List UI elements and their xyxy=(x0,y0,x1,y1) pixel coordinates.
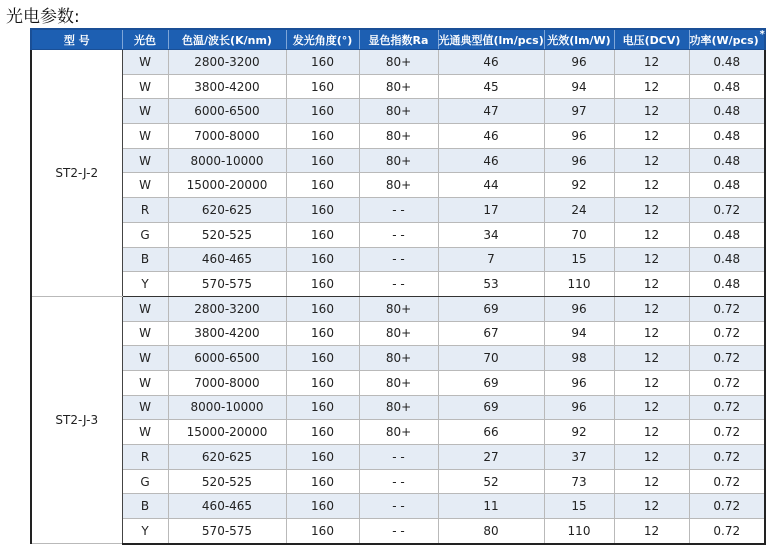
cell-efficacy: 110 xyxy=(544,272,614,297)
cell-luminous-flux: 47 xyxy=(438,99,544,124)
cell-beam-angle: 160 xyxy=(286,74,359,99)
table-row xyxy=(31,173,765,198)
table-row xyxy=(31,198,765,223)
cell-cri: - - xyxy=(359,519,438,544)
cell-light-color: B xyxy=(122,247,168,272)
cell-power: 0.72 xyxy=(689,346,765,371)
cell-voltage: 12 xyxy=(614,272,689,297)
cell-voltage: 12 xyxy=(614,50,689,75)
cell-color-temp: 6000-6500 xyxy=(168,346,286,371)
cell-luminous-flux: 52 xyxy=(438,469,544,494)
cell-color-temp: 2800-3200 xyxy=(168,296,286,321)
spec-table xyxy=(30,28,766,545)
cell-color-temp: 460-465 xyxy=(168,247,286,272)
header-luminous-flux: 光通典型值(lm/pcs) xyxy=(438,29,544,50)
cell-power: 0.48 xyxy=(689,50,765,75)
cell-cri: - - xyxy=(359,272,438,297)
cell-efficacy: 98 xyxy=(544,346,614,371)
cell-cri: - - xyxy=(359,222,438,247)
cell-beam-angle: 160 xyxy=(286,296,359,321)
cell-color-temp: 2800-3200 xyxy=(168,50,286,75)
table-row xyxy=(31,321,765,346)
cell-beam-angle: 160 xyxy=(286,494,359,519)
cell-cri: - - xyxy=(359,445,438,470)
cell-color-temp: 520-525 xyxy=(168,222,286,247)
table-row xyxy=(31,469,765,494)
cell-cri: - - xyxy=(359,247,438,272)
cell-light-color: W xyxy=(122,99,168,124)
cell-color-temp: 7000-8000 xyxy=(168,124,286,149)
cell-efficacy: 92 xyxy=(544,173,614,198)
cell-cri: 80+ xyxy=(359,124,438,149)
cell-luminous-flux: 70 xyxy=(438,346,544,371)
table-row xyxy=(31,420,765,445)
cell-power: 0.72 xyxy=(689,469,765,494)
cell-color-temp: 570-575 xyxy=(168,272,286,297)
table-row xyxy=(31,519,765,544)
cell-light-color: W xyxy=(122,148,168,173)
header-color-temp: 色温/波长(K/nm) xyxy=(168,29,286,50)
cell-beam-angle: 160 xyxy=(286,247,359,272)
cell-efficacy: 96 xyxy=(544,148,614,173)
header-model: 型 号 xyxy=(31,29,122,50)
cell-color-temp: 520-525 xyxy=(168,469,286,494)
cell-luminous-flux: 17 xyxy=(438,198,544,223)
cell-voltage: 12 xyxy=(614,346,689,371)
model-cell: ST2-J-3 xyxy=(31,296,122,543)
cell-efficacy: 96 xyxy=(544,124,614,149)
cell-voltage: 12 xyxy=(614,74,689,99)
cell-power: 0.72 xyxy=(689,198,765,223)
cell-cri: 80+ xyxy=(359,99,438,124)
cell-power: 0.72 xyxy=(689,519,765,544)
cell-color-temp: 15000-20000 xyxy=(168,420,286,445)
cell-cri: 80+ xyxy=(359,321,438,346)
cell-light-color: W xyxy=(122,420,168,445)
cell-power: 0.48 xyxy=(689,222,765,247)
cell-voltage: 12 xyxy=(614,124,689,149)
cell-power: 0.72 xyxy=(689,420,765,445)
table-row xyxy=(31,445,765,470)
cell-efficacy: 94 xyxy=(544,321,614,346)
cell-light-color: W xyxy=(122,346,168,371)
cell-light-color: Y xyxy=(122,519,168,544)
table-body xyxy=(31,50,765,544)
cell-light-color: W xyxy=(122,173,168,198)
cell-color-temp: 6000-6500 xyxy=(168,99,286,124)
cell-beam-angle: 160 xyxy=(286,321,359,346)
cell-light-color: W xyxy=(122,296,168,321)
cell-luminous-flux: 69 xyxy=(438,370,544,395)
cell-voltage: 12 xyxy=(614,222,689,247)
cell-power: 0.48 xyxy=(689,124,765,149)
cell-light-color: W xyxy=(122,370,168,395)
cell-beam-angle: 160 xyxy=(286,99,359,124)
header-efficacy: 光效(lm/W) xyxy=(544,29,614,50)
cell-cri: 80+ xyxy=(359,173,438,198)
cell-voltage: 12 xyxy=(614,247,689,272)
cell-power: 0.48 xyxy=(689,247,765,272)
cell-color-temp: 3800-4200 xyxy=(168,74,286,99)
cell-efficacy: 24 xyxy=(544,198,614,223)
cell-luminous-flux: 11 xyxy=(438,494,544,519)
cell-power: 0.72 xyxy=(689,445,765,470)
table-row xyxy=(31,395,765,420)
cell-efficacy: 70 xyxy=(544,222,614,247)
cell-cri: 80+ xyxy=(359,50,438,75)
cell-efficacy: 97 xyxy=(544,99,614,124)
page-title: 光电参数: xyxy=(6,7,80,27)
header-voltage: 电压(DCV) xyxy=(614,29,689,50)
header-power-label: 功率(W/pcs) xyxy=(689,33,759,47)
table-header-row xyxy=(31,29,765,50)
cell-color-temp: 8000-10000 xyxy=(168,148,286,173)
cell-voltage: 12 xyxy=(614,370,689,395)
table-row xyxy=(31,99,765,124)
cell-luminous-flux: 69 xyxy=(438,296,544,321)
cell-voltage: 12 xyxy=(614,148,689,173)
cell-luminous-flux: 80 xyxy=(438,519,544,544)
cell-light-color: W xyxy=(122,74,168,99)
header-light-color: 光色 xyxy=(122,29,168,50)
cell-color-temp: 620-625 xyxy=(168,198,286,223)
footnote-star: * xyxy=(759,28,765,40)
cell-light-color: R xyxy=(122,445,168,470)
table-row xyxy=(31,272,765,297)
cell-voltage: 12 xyxy=(614,321,689,346)
cell-beam-angle: 160 xyxy=(286,519,359,544)
cell-luminous-flux: 44 xyxy=(438,173,544,198)
table-row xyxy=(31,494,765,519)
cell-light-color: W xyxy=(122,395,168,420)
cell-voltage: 12 xyxy=(614,395,689,420)
cell-cri: - - xyxy=(359,494,438,519)
cell-cri: - - xyxy=(359,469,438,494)
cell-light-color: R xyxy=(122,198,168,223)
cell-voltage: 12 xyxy=(614,198,689,223)
cell-light-color: G xyxy=(122,469,168,494)
cell-voltage: 12 xyxy=(614,519,689,544)
cell-light-color: W xyxy=(122,50,168,75)
cell-luminous-flux: 67 xyxy=(438,321,544,346)
cell-beam-angle: 160 xyxy=(286,198,359,223)
cell-power: 0.72 xyxy=(689,395,765,420)
cell-cri: - - xyxy=(359,198,438,223)
cell-efficacy: 15 xyxy=(544,247,614,272)
cell-color-temp: 570-575 xyxy=(168,519,286,544)
cell-beam-angle: 160 xyxy=(286,173,359,198)
cell-voltage: 12 xyxy=(614,173,689,198)
cell-beam-angle: 160 xyxy=(286,420,359,445)
cell-beam-angle: 160 xyxy=(286,50,359,75)
cell-color-temp: 7000-8000 xyxy=(168,370,286,395)
cell-light-color: G xyxy=(122,222,168,247)
cell-luminous-flux: 46 xyxy=(438,50,544,75)
cell-voltage: 12 xyxy=(614,494,689,519)
cell-beam-angle: 160 xyxy=(286,222,359,247)
cell-luminous-flux: 66 xyxy=(438,420,544,445)
cell-cri: 80+ xyxy=(359,370,438,395)
cell-power: 0.48 xyxy=(689,173,765,198)
header-cri: 显色指数Ra xyxy=(359,29,438,50)
table-row xyxy=(31,124,765,149)
cell-efficacy: 96 xyxy=(544,296,614,321)
cell-light-color: Y xyxy=(122,272,168,297)
cell-voltage: 12 xyxy=(614,99,689,124)
cell-light-color: W xyxy=(122,321,168,346)
cell-luminous-flux: 69 xyxy=(438,395,544,420)
cell-cri: 80+ xyxy=(359,148,438,173)
cell-beam-angle: 160 xyxy=(286,395,359,420)
table-row xyxy=(31,74,765,99)
model-cell: ST2-J-2 xyxy=(31,50,122,297)
cell-luminous-flux: 45 xyxy=(438,74,544,99)
cell-light-color: B xyxy=(122,494,168,519)
cell-efficacy: 73 xyxy=(544,469,614,494)
cell-efficacy: 94 xyxy=(544,74,614,99)
table-row xyxy=(31,247,765,272)
cell-power: 0.72 xyxy=(689,296,765,321)
cell-cri: 80+ xyxy=(359,296,438,321)
cell-light-color: W xyxy=(122,124,168,149)
cell-power: 0.48 xyxy=(689,272,765,297)
cell-beam-angle: 160 xyxy=(286,445,359,470)
table-row xyxy=(31,222,765,247)
cell-efficacy: 15 xyxy=(544,494,614,519)
table-row xyxy=(31,346,765,371)
cell-cri: 80+ xyxy=(359,395,438,420)
cell-power: 0.72 xyxy=(689,321,765,346)
header-power xyxy=(689,29,765,50)
table-row xyxy=(31,370,765,395)
table-row xyxy=(31,50,765,75)
cell-beam-angle: 160 xyxy=(286,148,359,173)
cell-power: 0.72 xyxy=(689,494,765,519)
cell-color-temp: 15000-20000 xyxy=(168,173,286,198)
cell-color-temp: 620-625 xyxy=(168,445,286,470)
cell-color-temp: 8000-10000 xyxy=(168,395,286,420)
cell-efficacy: 96 xyxy=(544,395,614,420)
table-row xyxy=(31,296,765,321)
cell-luminous-flux: 46 xyxy=(438,124,544,149)
cell-power: 0.48 xyxy=(689,148,765,173)
table-row xyxy=(31,148,765,173)
cell-beam-angle: 160 xyxy=(286,370,359,395)
cell-voltage: 12 xyxy=(614,469,689,494)
cell-efficacy: 92 xyxy=(544,420,614,445)
cell-efficacy: 96 xyxy=(544,50,614,75)
cell-voltage: 12 xyxy=(614,296,689,321)
cell-cri: 80+ xyxy=(359,74,438,99)
cell-power: 0.48 xyxy=(689,74,765,99)
cell-luminous-flux: 46 xyxy=(438,148,544,173)
cell-color-temp: 460-465 xyxy=(168,494,286,519)
cell-efficacy: 110 xyxy=(544,519,614,544)
cell-efficacy: 37 xyxy=(544,445,614,470)
cell-beam-angle: 160 xyxy=(286,124,359,149)
cell-beam-angle: 160 xyxy=(286,469,359,494)
cell-luminous-flux: 53 xyxy=(438,272,544,297)
cell-cri: 80+ xyxy=(359,420,438,445)
cell-power: 0.48 xyxy=(689,99,765,124)
cell-beam-angle: 160 xyxy=(286,272,359,297)
cell-luminous-flux: 34 xyxy=(438,222,544,247)
cell-efficacy: 96 xyxy=(544,370,614,395)
cell-color-temp: 3800-4200 xyxy=(168,321,286,346)
cell-voltage: 12 xyxy=(614,420,689,445)
header-beam-angle: 发光角度(°) xyxy=(286,29,359,50)
cell-voltage: 12 xyxy=(614,445,689,470)
cell-cri: 80+ xyxy=(359,346,438,371)
cell-luminous-flux: 27 xyxy=(438,445,544,470)
cell-luminous-flux: 7 xyxy=(438,247,544,272)
cell-power: 0.72 xyxy=(689,370,765,395)
cell-beam-angle: 160 xyxy=(286,346,359,371)
